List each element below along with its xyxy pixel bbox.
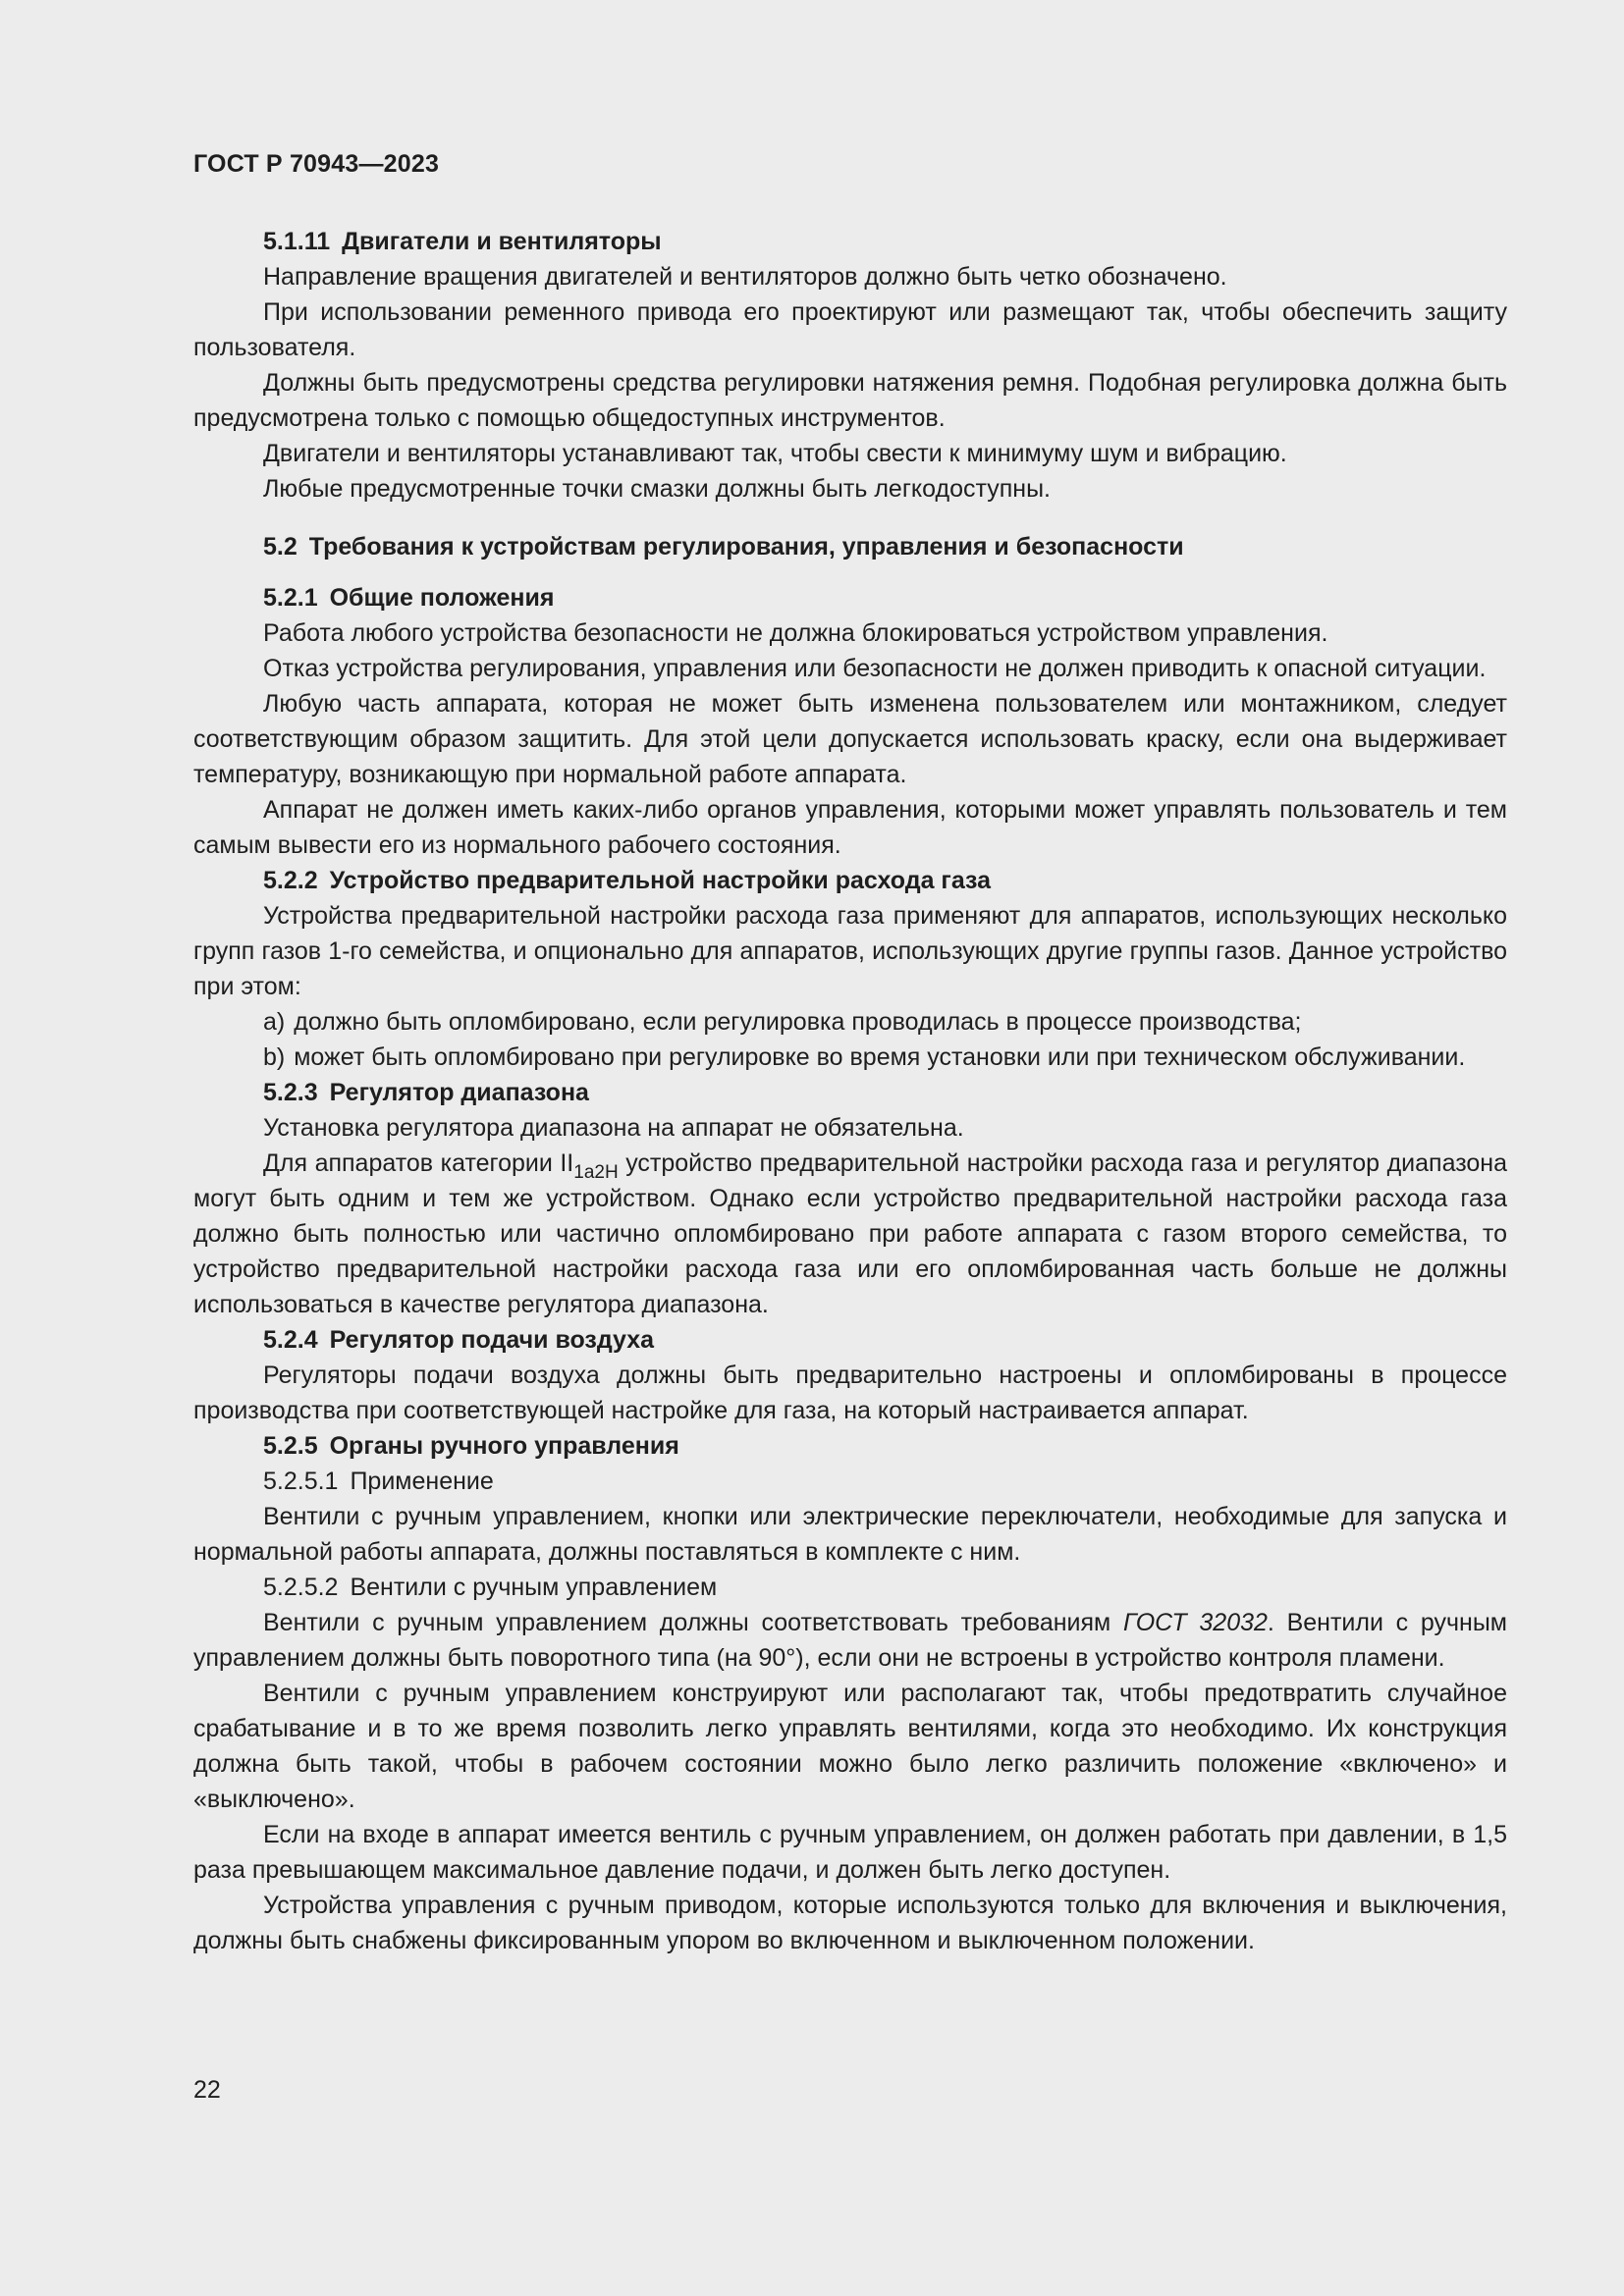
heading-title: Применение — [350, 1468, 494, 1495]
list-item-b — [193, 1040, 1507, 1075]
heading-title: Устройство предварительной настройки расхода газа — [329, 867, 992, 894]
list-item-text: может быть опломбировано при регулировке во время установки или при техническом обслуживании. — [294, 1043, 1466, 1071]
heading-number: 5.2.4 — [263, 1326, 318, 1354]
paragraph: Должны быть предусмотрены средства регулировки натяжения ремня. Подобная регулировка должна быть предусмотрена только с помощью общедоступных инструментов. — [193, 369, 1507, 432]
paragraph: Направление вращения двигателей и вентиляторов должно быть четко обозначено. — [263, 263, 1227, 291]
heading-number: 5.2.5.1 — [263, 1468, 339, 1495]
heading-title: Двигатели и вентиляторы — [342, 228, 662, 255]
heading-title: Регулятор диапазона — [329, 1079, 589, 1106]
paragraph — [193, 1146, 1507, 1322]
paragraph: Если на входе в аппарат имеется вентиль с ручным управлением, он должен работать при давлении, в 1,5 раза превышающем максимальное давление подачи, и должен быть легко доступен. — [193, 1821, 1507, 1884]
list-item-a — [193, 1004, 1507, 1040]
paragraph: Регуляторы подачи воздуха должны быть предварительно настроены и опломбированы в процессе производства при соответствующей настройке для газа, на который настраивается аппарат. — [193, 1362, 1507, 1424]
heading-5-1-11 — [193, 224, 1507, 259]
paragraph: При использовании ременного привода его проектируют или размещают так, чтобы обеспечить защиту пользователя. — [193, 298, 1507, 361]
list-marker: a) — [263, 1008, 286, 1036]
text-run: Вентили с ручным управлением должны соответствовать требованиям — [263, 1609, 1123, 1636]
paragraph: Установка регулятора диапазона на аппарат не обязательна. — [263, 1114, 964, 1142]
paragraph: Вентили с ручным управлением, кнопки или электрические переключатели, необходимые для запуска и нормальной работы аппарата, должны поставляться в комплекте с ним. — [193, 1503, 1507, 1566]
paragraph — [193, 1605, 1507, 1676]
standard-reference: ГОСТ 32032 — [1122, 1609, 1268, 1636]
heading-5-2-3 — [193, 1075, 1507, 1110]
heading-title: Требования к устройствам регулирования, управления и безопасности — [308, 533, 1184, 561]
heading-5-2-1 — [193, 580, 1507, 615]
heading-title: Общие положения — [329, 584, 555, 612]
heading-title: Органы ручного управления — [329, 1432, 679, 1460]
heading-5-2 — [193, 529, 1507, 564]
heading-number: 5.2.5.2 — [263, 1574, 339, 1601]
paragraph: Любые предусмотренные точки смазки должны быть легкодоступны. — [263, 475, 1051, 503]
paragraph: Устройства управления с ручным приводом, которые используются только для включения и выключения, должны быть снабжены фиксированным упором во включенном и выключенном положении. — [193, 1892, 1507, 1954]
heading-5-2-5 — [193, 1428, 1507, 1464]
heading-5-2-2 — [193, 863, 1507, 898]
heading-5-2-5-2 — [193, 1570, 1507, 1605]
text-run: устройство предварительной настройки расхода газа и регулятор диапазона могут быть одним и тем же устройством. Однако если устройство предварительной настройки расхода газа должно быть полностью или частично опломбировано при работе аппарата с газом второго семейства, то устройство предварительной настройки расхода газа или его опломбированная часть больше не должны использоваться в качестве регулятора диапазона. — [193, 1149, 1507, 1318]
heading-number: 5.2.3 — [263, 1079, 318, 1106]
paragraph: Аппарат не должен иметь каких-либо органов управления, которыми может управлять пользователь и тем самым вывести его из нормального рабочего состояния. — [193, 796, 1507, 859]
text-run: . Вентили с ручным управлением должны быть поворотного типа (на 90°), если они не встроены в устройство контроля пламени. — [193, 1609, 1507, 1672]
paragraph: Любую часть аппарата, которая не может быть изменена пользователем или монтажником, следует соответствующим образом защитить. Для этой цели допускается использовать краску, если она выдерживает температуру, возникающую при нормальной работе аппарата. — [193, 690, 1507, 788]
paragraph: Устройства предварительной настройки расхода газа применяют для аппаратов, использующих несколько групп газов 1-го семейства, и опционально для аппаратов, использующих другие группы газов. Данное устройство при этом: — [193, 902, 1507, 1000]
list-item-text: должно быть опломбировано, если регулировка проводилась в процессе производства; — [294, 1008, 1302, 1036]
document-header: ГОСТ Р 70943—2023 — [193, 150, 440, 178]
page-number: 22 — [193, 2076, 221, 2104]
document-page — [193, 0, 1507, 2296]
paragraph: Отказ устройства регулирования, управления или безопасности не должен приводить к опасной ситуации. — [263, 655, 1487, 682]
heading-5-2-4 — [193, 1322, 1507, 1358]
heading-number: 5.2 — [263, 533, 298, 561]
heading-title: Вентили с ручным управлением — [350, 1574, 718, 1601]
heading-number: 5.2.2 — [263, 867, 318, 894]
heading-title: Регулятор подачи воздуха — [329, 1326, 655, 1354]
heading-number: 5.2.5 — [263, 1432, 318, 1460]
text-run: Для аппаратов категории II — [263, 1149, 574, 1177]
heading-5-2-5-1 — [193, 1464, 1507, 1499]
heading-number: 5.2.1 — [263, 584, 318, 612]
paragraph: Вентили с ручным управлением конструируют или располагают так, чтобы предотвратить случайное срабатывание и в то же время позволить легко управлять вентилями, когда это необходимо. Их конструкция должна быть такой, чтобы в рабочем состоянии можно было легко различить положение «включено» и «выключено». — [193, 1680, 1507, 1813]
paragraph: Работа любого устройства безопасности не должна блокироваться устройством управления. — [263, 619, 1328, 647]
document-body — [193, 224, 1507, 1958]
paragraph: Двигатели и вентиляторы устанавливают так, чтобы свести к минимуму шум и вибрацию. — [263, 440, 1287, 467]
heading-number: 5.1.11 — [263, 228, 331, 255]
list-marker: b) — [263, 1043, 286, 1071]
subscript: 1a2H — [573, 1162, 619, 1183]
